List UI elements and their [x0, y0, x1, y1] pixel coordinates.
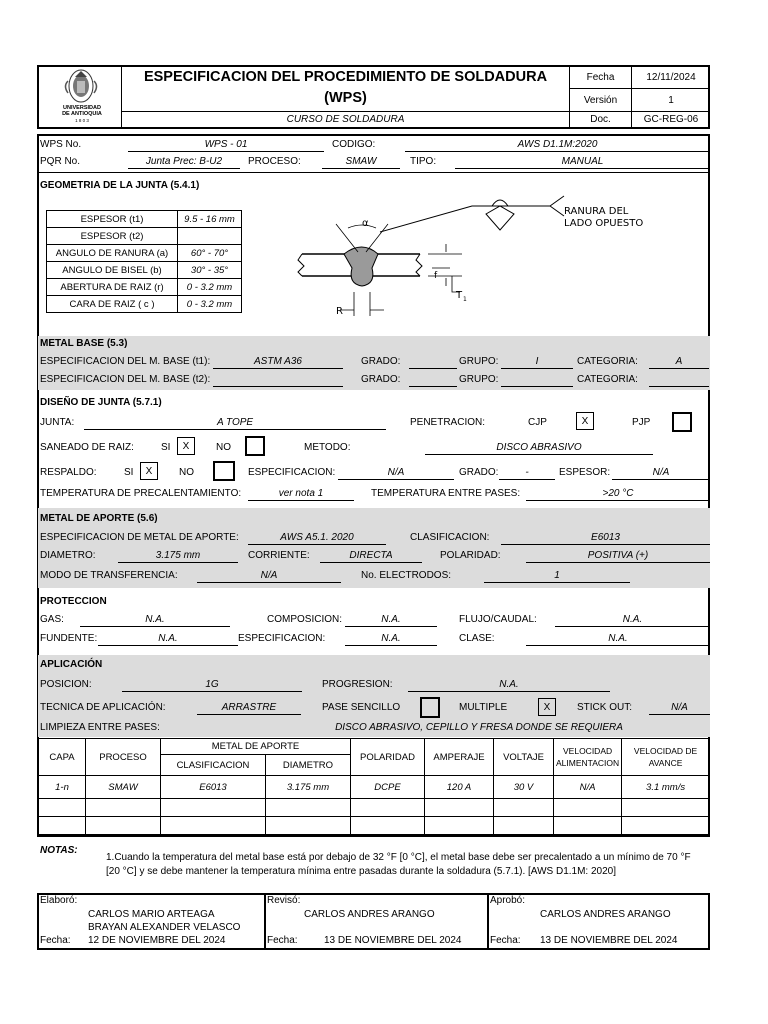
geometria-title: GEOMETRIA DE LA JUNTA (5.4.1)	[40, 180, 200, 191]
elaboro-fecha: 12 DE NOVIEMBRE DEL 2024	[88, 935, 226, 946]
tipo-label: TIPO:	[410, 156, 437, 167]
version-label: Versión	[583, 95, 618, 106]
pqr-label: PQR No.	[40, 156, 81, 167]
geometria-table	[46, 210, 242, 313]
cjp-checkbox[interactable]: X	[576, 412, 594, 430]
reviso-name: CARLOS ANDRES ARANGO	[304, 909, 435, 920]
pase-checkbox[interactable]	[420, 697, 440, 718]
geo-value: 30° - 35°	[178, 262, 242, 279]
wps-value: WPS - 01	[128, 139, 324, 152]
doc-label: Doc.	[590, 114, 611, 125]
divider	[38, 172, 710, 173]
pase-label: PASE SENCILLO	[322, 702, 401, 713]
reviso-fecha: 13 DE NOVIEMBRE DEL 2024	[324, 935, 462, 946]
ranura-label-2: LADO OPUESTO	[564, 218, 644, 229]
grado-value: -	[499, 467, 555, 480]
td-pol: DCPE	[351, 776, 425, 799]
mb2-grado-value	[409, 374, 457, 387]
prog-value: N.A.	[408, 679, 610, 692]
geo-value: 9.5 - 16 mm	[178, 211, 242, 228]
metodo-label: METODO:	[304, 442, 351, 453]
flujo-label: FLUJO/CAUDAL:	[459, 614, 537, 625]
geo-label: ABERTURA DE RAIZ (r)	[47, 279, 178, 296]
t1-label: T	[456, 290, 463, 301]
pos-value: 1G	[122, 679, 302, 692]
td-capa: 1-n	[39, 776, 86, 799]
mb1-grupo-value: I	[501, 356, 573, 369]
geo-label: ESPESOR (t1)	[47, 211, 178, 228]
elaboro-fecha-label: Fecha:	[40, 935, 71, 946]
multi-label: MULTIPLE	[459, 702, 508, 713]
flujo-value: N.A.	[555, 614, 710, 627]
th-clasificacion: CLASIFICACION	[161, 755, 266, 776]
pol-label: POLARIDAD:	[440, 550, 501, 561]
wps-label: WPS No.	[40, 139, 82, 150]
r-label: R	[336, 306, 343, 317]
grado-label: GRADO:	[459, 467, 499, 478]
junta-label: JUNTA:	[40, 417, 75, 428]
mb2-grupo-label: GRUPO:	[459, 374, 499, 385]
especificacion-value: N/A	[338, 467, 454, 480]
process-table	[38, 738, 710, 835]
mb1-label: ESPECIFICACION DEL M. BASE (t1):	[40, 356, 211, 367]
geo-value	[178, 228, 242, 245]
codigo-label: CODIGO:	[332, 139, 376, 150]
respaldo-no-checkbox[interactable]	[213, 461, 235, 481]
th-voltaje: VOLTAJE	[494, 739, 554, 776]
mb1-grado-label: GRADO:	[361, 356, 401, 367]
modo-value: N/A	[197, 570, 341, 583]
geo-label: ANGULO DE RANURA (a)	[47, 245, 178, 262]
joint-diagram	[292, 192, 662, 324]
table-row	[39, 776, 710, 799]
mb2-grado-label: GRADO:	[361, 374, 401, 385]
tec-label: TECNICA DE APLICACIÓN:	[40, 702, 166, 713]
comp-label: COMPOSICION:	[267, 614, 343, 625]
respaldo-no-label: NO	[179, 467, 194, 478]
page-title-2: (WPS)	[324, 90, 367, 106]
respaldo-si-checkbox[interactable]: X	[140, 462, 158, 480]
saneado-si-checkbox[interactable]: X	[177, 437, 195, 455]
th-polaridad: POLARIDAD	[351, 739, 425, 776]
pjp-label: PJP	[632, 417, 651, 428]
proceso-value: SMAW	[322, 156, 400, 169]
mb2-categoria-value	[649, 374, 709, 387]
divider	[487, 894, 489, 950]
divider	[122, 111, 569, 112]
logo-text: DE ANTIOQUIA	[62, 111, 102, 117]
page-title: ESPECIFICACION DEL PROCEDIMIENTO DE SOLDADURA	[143, 69, 548, 85]
reviso-fecha-label: Fecha:	[267, 935, 298, 946]
diam-label: DIAMETRO:	[40, 550, 96, 561]
td-diam: 3.175 mm	[266, 776, 351, 799]
subtitle: CURSO DE SOLDADURA	[286, 114, 405, 125]
elaboro-label: Elaboró:	[40, 895, 78, 906]
metal-base-title: METAL BASE (5.3)	[40, 338, 128, 349]
mb1-value: ASTM A36	[213, 356, 343, 369]
pos-label: POSICION:	[40, 679, 92, 690]
aporte-title: METAL DE APORTE (5.6)	[40, 513, 158, 524]
th-capa: CAPA	[39, 739, 86, 776]
precal-value: ver nota 1	[248, 488, 354, 501]
mb1-categoria-label: CATEGORIA:	[577, 356, 638, 367]
divider	[264, 894, 266, 950]
elaboro-name-2: BRAYAN ALEXANDER VELASCO	[88, 922, 241, 933]
elec-value: 1	[484, 570, 630, 583]
saneado-si-label: SI	[161, 442, 171, 453]
geo-value: 60° - 70°	[178, 245, 242, 262]
stick-value: N/A	[649, 702, 710, 715]
espec-label: ESPECIFICACION:	[238, 633, 326, 644]
aporte-esp-label: ESPECIFICACION DE METAL DE APORTE:	[40, 532, 239, 543]
penetracion-label: PENETRACION:	[410, 417, 486, 428]
pqr-value: Junta Prec: B-U2	[128, 156, 240, 169]
espesor-label: ESPESOR:	[559, 467, 611, 478]
pjp-checkbox[interactable]	[672, 412, 692, 432]
aprobo-fecha-label: Fecha:	[490, 935, 521, 946]
geo-label: ESPESOR (t2)	[47, 228, 178, 245]
diam-value: 3.175 mm	[118, 550, 238, 563]
limp-label: LIMPIEZA ENTRE PASES:	[40, 722, 160, 733]
td-amp: 120 A	[425, 776, 494, 799]
td-avance: 3.1 mm/s	[622, 776, 710, 799]
td-proceso: SMAW	[86, 776, 161, 799]
clas-label: CLASIFICACION:	[410, 532, 490, 543]
codigo-value: AWS D1.1M:2020	[405, 139, 710, 152]
th-vel-av-1: VELOCIDAD DE	[633, 746, 698, 756]
td-clas: E6013	[161, 776, 266, 799]
saneado-no-checkbox[interactable]	[245, 436, 265, 456]
fecha-label: Fecha	[586, 72, 615, 83]
clase-value: N.A.	[526, 633, 710, 646]
entre-label: TEMPERATURA ENTRE PASES:	[371, 488, 521, 499]
mb2-grupo-value	[501, 374, 573, 387]
mb1-categoria-value: A	[649, 356, 709, 369]
multi-checkbox[interactable]: X	[538, 698, 556, 716]
th-vel-av-2: AVANCE	[648, 758, 683, 768]
modo-label: MODO DE TRANSFERENCIA:	[40, 570, 178, 581]
corr-label: CORRIENTE:	[248, 550, 310, 561]
geo-value: 0 - 3.2 mm	[178, 279, 242, 296]
fund-label: FUNDENTE:	[40, 633, 98, 644]
logo-text: UNIVERSIDAD	[63, 105, 101, 111]
respaldo-label: RESPALDO:	[40, 467, 97, 478]
diseno-title: DISEÑO DE JUNTA (5.7.1)	[40, 397, 162, 408]
mb1-grupo-label: GRUPO:	[459, 356, 499, 367]
th-vel-av	[622, 739, 710, 776]
mb2-value	[213, 374, 343, 387]
divider	[569, 111, 709, 112]
th-vel-alim	[554, 739, 622, 776]
nota-line-1: 1.Cuando la temperatura del metal base está por debajo de 32 °F [0 °C], el metal base debe ser precalentado a un mínimo de 70 °F	[106, 852, 691, 863]
mb2-categoria-label: CATEGORIA:	[577, 374, 638, 385]
mb1-grado-value	[409, 356, 457, 369]
geo-value: 0 - 3.2 mm	[178, 296, 242, 313]
espec-value: N.A.	[345, 633, 437, 646]
nota-line-2: [20 °C] y se debe mantener la temperatura mínima entre pasadas durante la soldadura (5.7.1). [AWS D1.1M: 2020]	[106, 866, 617, 877]
notas-label: NOTAS:	[40, 845, 78, 856]
prog-label: PROGRESION:	[322, 679, 393, 690]
proteccion-title: PROTECCION	[40, 596, 107, 607]
mb2-label: ESPECIFICACION DEL M. BASE (t2):	[40, 374, 211, 385]
aporte-esp-value: AWS A5.1. 2020	[248, 532, 386, 545]
university-seal-icon	[58, 67, 104, 105]
junta-value: A TOPE	[84, 417, 386, 430]
fecha-value: 12/11/2024	[646, 72, 696, 83]
saneado-no-label: NO	[216, 442, 231, 453]
geo-label: CARA DE RAIZ ( c )	[47, 296, 178, 313]
th-diametro: DIAMETRO	[266, 755, 351, 776]
cjp-label: CJP	[528, 417, 547, 428]
aplicacion-title: APLICACIÓN	[40, 659, 103, 670]
logo-text: 1 8 0 3	[75, 118, 89, 123]
th-metal: METAL DE APORTE	[161, 739, 351, 755]
aprobo-fecha: 13 DE NOVIEMBRE DEL 2024	[540, 935, 678, 946]
especificacion-label: ESPECIFICACION:	[248, 467, 336, 478]
gas-value: N.A.	[80, 614, 230, 627]
t1-sub-label: 1	[463, 296, 467, 303]
precal-label: TEMPERATURA DE PRECALENTAMIENTO:	[40, 488, 242, 499]
aprobo-name: CARLOS ANDRES ARANGO	[540, 909, 671, 920]
th-vel-alim-2: ALIMENTACION	[556, 758, 620, 768]
alpha-label: α	[362, 218, 369, 229]
reviso-label: Revisó:	[267, 895, 301, 906]
gas-label: GAS:	[40, 614, 64, 625]
aprobo-label: Aprobó:	[490, 895, 526, 906]
comp-value: N.A.	[345, 614, 437, 627]
divider	[569, 88, 709, 89]
saneado-label: SANEADO DE RAIZ:	[40, 442, 134, 453]
th-proceso: PROCESO	[86, 739, 161, 776]
th-vel-alim-1: VELOCIDAD	[563, 746, 613, 756]
ranura-label-1: RANURA DEL	[564, 206, 629, 217]
tec-value: ARRASTRE	[197, 702, 301, 715]
fund-value: N.A.	[98, 633, 238, 646]
elaboro-name-1: CARLOS MARIO ARTEAGA	[88, 909, 215, 920]
pol-value: POSITIVA (+)	[526, 550, 710, 563]
th-amperaje: AMPERAJE	[425, 739, 494, 776]
elec-label: No. ELECTRODOS:	[361, 570, 452, 581]
table-row	[39, 799, 710, 817]
limp-value: DISCO ABRASIVO, CEPILLO Y FRESA DONDE SE REQUIERA	[335, 722, 623, 733]
version-value: 1	[668, 95, 674, 106]
f-label: f	[434, 271, 438, 281]
td-alim: N/A	[554, 776, 622, 799]
corr-value: DIRECTA	[320, 550, 422, 563]
proceso-label: PROCESO:	[248, 156, 301, 167]
table-row	[39, 817, 710, 835]
doc-value: GC-REG-06	[643, 114, 699, 125]
stick-label: STICK OUT:	[577, 702, 633, 713]
geo-label: ANGULO DE BISEL (b)	[47, 262, 178, 279]
tipo-value: MANUAL	[455, 156, 710, 169]
espesor-value: N/A	[612, 467, 710, 480]
metodo-value: DISCO ABRASIVO	[425, 442, 653, 455]
clase-label: CLASE:	[459, 633, 495, 644]
respaldo-si-label: SI	[124, 467, 134, 478]
entre-value: >20 °C	[526, 488, 710, 501]
td-volt: 30 V	[494, 776, 554, 799]
clas-value: E6013	[501, 532, 710, 545]
